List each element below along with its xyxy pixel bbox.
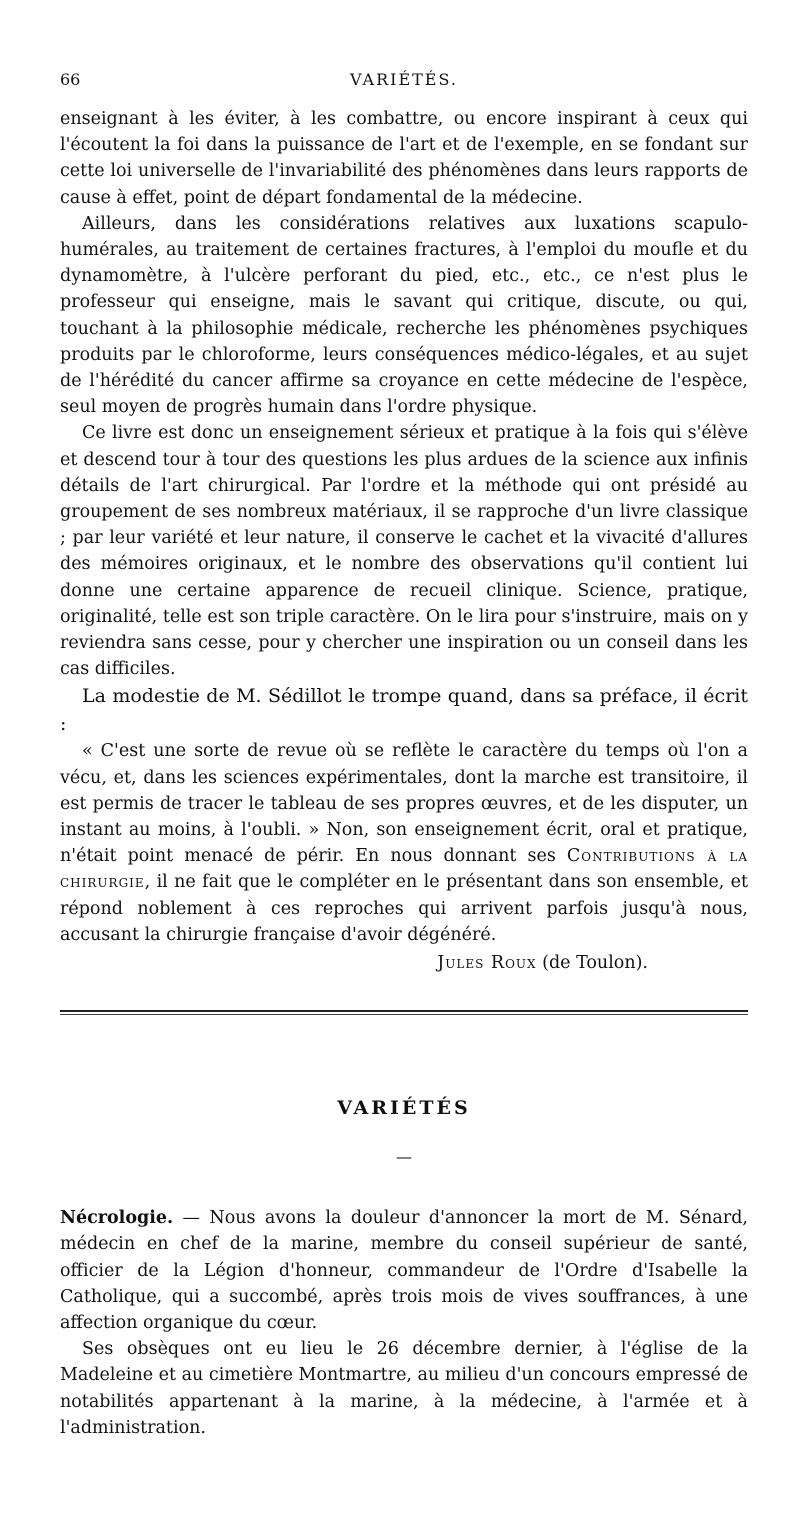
divider-rule — [60, 1010, 748, 1012]
divider-rule-thin — [60, 1014, 748, 1015]
quote-text: « C'est une sorte de revue où se reflète le caractère du temps où l'on a vécu, et, dans les sciences expérimentales, dont la marche est transitoire, il est permis de tracer le tableau de ses propres œuvres, et de les disputer, un instant au moins, à l'oubli. » Non, son enseignement écrit, oral et pratique, n'était point menacé de périr. En nous donnant ses — [60, 741, 748, 867]
signature-place: (de Toulon). — [536, 953, 648, 974]
page-number: 66 — [60, 70, 81, 89]
section-title: VARIÉTÉS — [337, 1097, 471, 1120]
quote-paragraph — [60, 738, 748, 948]
paragraph: enseignant à les éviter, à les combattre, ou encore inspirant à ceux qui l'écoutent la foi dans la puissance de l'art et de l'exemple, en se fondant sur cette loi universelle de l'invariabilité des phénomènes dans leurs rapports de cause à effet, point de départ fondamental de la médecine. — [60, 109, 748, 208]
book-title: Contributions à la chirurgie — [60, 846, 748, 893]
paragraph: La modestie de M. Sédillot le trompe quand, dans sa préface, il écrit : — [60, 685, 748, 736]
paragraph: Ses obsèques ont eu lieu le 26 décembre dernier, à l'église de la Madeleine et au cimetière Montmartre, au milieu d'un concours empressé de notabilités appartenant à la marine, à la médecine, à l'armée et à l'administration. — [60, 1339, 748, 1438]
page-header — [60, 70, 748, 100]
paragraph: Ailleurs, dans les considérations relatives aux luxations scapulo-humérales, au traitement de certaines fractures, à l'emploi du moufle et du dynamomètre, à l'ulcère perforant du pied, etc., etc., ce n'est plus le professeur qui enseigne, mais le savant qui critique, discute, ou qui, touchant à la philosophie médicale, recherche les phénomènes psychiques produits par le chloroforme, leurs conséquences médico-légales, et au sujet de l'hérédité du cancer affirme sa croyance en cette médecine de l'espèce, seul moyen de progrès humain dans l'ordre physique. — [60, 213, 748, 418]
page — [0, 70, 800, 1537]
paragraph — [60, 1205, 748, 1336]
paragraph: Ce livre est donc un enseignement sérieux et pratique à la fois qui s'élève et descend tour à tour des questions les plus ardues de la science aux infinis détails de l'art chirurgical. Par l'ordre et la méthode qui ont présidé au groupement de ses nombreux matériaux, il se rapproche d'un livre classique ; par leur variété et leur nature, il conserve le cachet et la vivacité d'allures des mémoires originaux, et le nombre des observations qu'il contient lui donne une certaine apparence de recueil clinique. Science, pratique, originalité, telle est son triple caractère. On le lira pour s'instruire, mais on y reviendra sans cesse, pour y chercher une inspiration ou un conseil dans les cas difficiles. — [60, 423, 748, 680]
review-text — [60, 106, 748, 948]
necrology-text-body: — Nous avons la douleur d'annoncer la mort de M. Sénard, médecin en chef de la marine, membre du conseil supérieur de santé, officier de la Légion d'honneur, commandeur de l'Ordre d'Isabelle la Catholique, qui a succombé, après trois mois de vives souffrances, à une affection organique du cœur. — [60, 1208, 748, 1333]
quote-text-end: , il ne fait que le compléter en le présentant dans son ensemble, et répond noblement à ces reproches qui arrivent parfois jusqu'à nous, accusant la chirurgie française d'avoir dégénéré. — [60, 872, 748, 945]
necrology-lead: Nécrologie. — [60, 1208, 174, 1229]
title-dash: — — [396, 1147, 412, 1167]
signature — [60, 950, 748, 976]
running-title: VARIÉTÉS. — [350, 70, 458, 89]
necrology-text — [60, 1205, 748, 1441]
signature-name: Jules Roux — [437, 953, 537, 974]
